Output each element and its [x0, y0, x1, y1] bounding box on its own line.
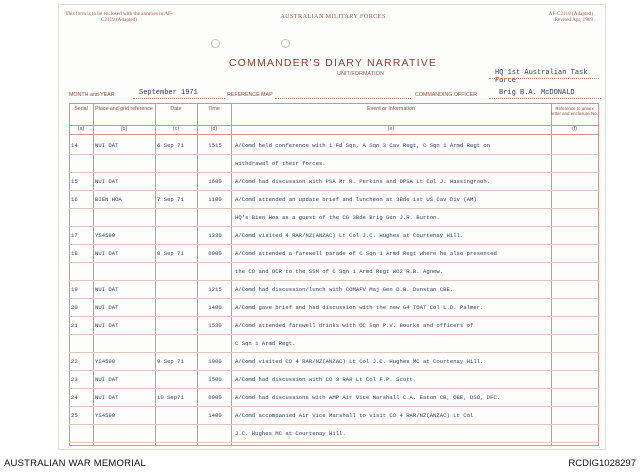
place-cell: NUI DAT — [95, 142, 119, 149]
table-row — [69, 209, 599, 227]
event-cell: withdrawal of their forces. — [235, 160, 326, 167]
serial-cell — [71, 263, 91, 281]
table-row — [69, 281, 599, 299]
serial-cell — [71, 155, 91, 173]
serial-cell: 25 — [71, 412, 78, 419]
month-label: MONTH and YEAR — [69, 92, 115, 98]
unit-value: HQ 1st Australian Task Force — [495, 69, 588, 85]
form-revision: Revised Apr, 1969 — [554, 17, 593, 24]
date-cell: 6 Sep 71 — [157, 142, 184, 149]
page-title: COMMANDER'S DIARY NARRATIVE — [228, 57, 438, 69]
date-cell: 7 Sep 71 — [157, 196, 184, 203]
table-row — [69, 245, 599, 263]
event-cell: C Sqn 1 Armd Regt. — [235, 340, 296, 347]
time-cell: 1215 — [208, 286, 222, 293]
time-cell: 0900 — [208, 394, 222, 401]
column-sub-f: (f) — [572, 126, 577, 132]
column-header-reference: Reference to annex letter and enclosure No. — [551, 106, 598, 116]
divider — [69, 442, 599, 443]
serial-cell — [71, 425, 91, 443]
punch-hole — [211, 39, 220, 48]
serial-cell: 16 — [71, 196, 78, 203]
divider — [489, 78, 599, 79]
table-row — [69, 173, 599, 191]
event-cell: A/Comd held conference with 1 Fd Sqn, A Sqn 3 Cav Regt, C Sqn 1 Armd Regt on — [235, 142, 491, 149]
punch-hole — [281, 39, 290, 48]
date-cell — [157, 407, 195, 425]
divider — [69, 445, 599, 446]
place-cell — [95, 335, 155, 353]
enclosure-note: This form is to be enclosed with the annexes in AF-C2119 (Adapted) — [65, 11, 173, 24]
table-row — [69, 263, 599, 281]
place-cell: NUI DAT — [95, 178, 119, 185]
time-cell: 1330 — [208, 232, 222, 239]
event-cell: the CO and OCR to the SSM of C Sqn 1 Armd Regt WO2 R.B. Agnew. — [235, 268, 444, 275]
officer-value: Brig B.A. McDONALD — [499, 89, 575, 97]
time-cell — [201, 425, 229, 443]
table-row — [69, 299, 599, 317]
time-cell — [201, 263, 229, 281]
table-row — [69, 335, 599, 353]
serial-cell: 20 — [71, 304, 78, 311]
event-cell: A/Comd accompanied Air Vice Marshall to visit CO 4 RAR/NZ(ANZAC) Lt Col — [235, 412, 474, 419]
event-cell: A/Comd had discussion with CO 3 RAR Lt Col F.P. Scott. — [235, 376, 417, 383]
serial-cell: 19 — [71, 286, 78, 293]
event-cell: A/Comd had discussion/lunch with COMAFV Maj Gen D.B. Dunstan CBE. — [235, 286, 454, 293]
event-cell: HQ's Bien Hoa as a guest of the CG 3Bde Brig Gen J.R. Burton. — [235, 214, 440, 221]
event-cell: A/Comd had discussion with PSA Mr R. Perkins and DPSA Lt Col J. Hassingrooh. — [235, 178, 491, 185]
date-cell — [157, 281, 195, 299]
place-cell: BIEN HOA — [95, 196, 122, 203]
date-cell — [157, 227, 195, 245]
time-cell — [201, 335, 229, 353]
time-cell: 1400 — [208, 304, 222, 311]
event-cell: A/Comd had discussions with AMP Air Vice Marshall C.A. Eaton CB, OBE, DSO, DFC. — [235, 394, 501, 401]
table-row — [69, 407, 599, 425]
date-cell — [157, 155, 195, 173]
form-number: AF-C2118 (Adapted) — [548, 11, 593, 17]
place-cell: NUI DAT — [95, 394, 119, 401]
event-cell: A/Comd gave brief and had discussion with the new G4 TOAT Col L.D. Palmer. — [235, 304, 484, 311]
serial-cell: 24 — [71, 394, 78, 401]
place-cell: NUI DAT — [95, 376, 119, 383]
event-cell: A/Comd attended a farewell parade of C Sqn 1 Armd Regt where he also presented — [235, 250, 497, 257]
event-cell: A/Comd attended farewell drinks with OC Sqn P.V. Bourke and officers of — [235, 322, 474, 329]
divider — [133, 98, 225, 99]
forces-heading: AUSTRALIAN MILITARY FORCES — [280, 13, 386, 20]
place-cell — [95, 209, 155, 227]
place-cell — [95, 155, 155, 173]
place-cell: NUI DAT — [95, 322, 119, 329]
table-row — [69, 353, 599, 371]
date-cell — [157, 425, 195, 443]
diary-table — [69, 103, 599, 446]
divider — [69, 134, 599, 135]
serial-cell — [71, 209, 91, 227]
time-cell: 0900 — [208, 250, 222, 257]
table-row — [69, 371, 599, 389]
table-row — [69, 389, 599, 407]
record-id: RCDIG1028297 — [568, 458, 636, 469]
table-row — [69, 137, 599, 155]
serial-cell: 18 — [71, 250, 78, 257]
date-cell — [157, 335, 195, 353]
date-cell: 8 Sep 71 — [157, 250, 184, 257]
serial-cell: 17 — [71, 232, 78, 239]
date-cell — [157, 371, 195, 389]
time-cell — [201, 155, 229, 173]
column-sub-b: (b) — [120, 126, 128, 132]
table-row — [69, 227, 599, 245]
event-cell: A/Comd visited 4 RAR/NZ(ANZAC) Lt Col J.C. Hughes at Courtenay Hill. — [235, 232, 464, 239]
place-cell — [95, 425, 155, 443]
time-cell: 1600 — [208, 178, 222, 185]
event-cell: A/Comd attended an update brief and luncheon at 3Bde 1st US Cav Div (AM) — [235, 196, 477, 203]
place-cell — [95, 263, 155, 281]
date-cell — [157, 263, 195, 281]
place-cell: NUI DAT — [95, 304, 119, 311]
column-sub-d: (d) — [210, 126, 218, 132]
table-row — [69, 191, 599, 209]
column-header-serial: Serial — [74, 106, 88, 112]
month-value: September 1971 — [139, 89, 198, 97]
column-sub-a: (a) — [77, 126, 85, 132]
place-cell: NUI DAT — [95, 250, 119, 257]
column-sub-e: (e) — [387, 126, 395, 132]
time-cell — [201, 209, 229, 227]
serial-cell: 21 — [71, 322, 78, 329]
place-cell: YS4590 — [95, 358, 116, 365]
event-cell: A/Comd visited CO 4 RAR/NZ(ANZAC) Lt Col J.C. Hughes MC at Courtenay Hill. — [235, 358, 484, 365]
officer-label: COMMANDING OFFICER — [415, 92, 478, 98]
date-cell — [157, 209, 195, 227]
date-cell — [157, 299, 195, 317]
time-cell: 1515 — [208, 142, 222, 149]
table-row — [69, 317, 599, 335]
divider — [275, 98, 411, 99]
column-header-event: Event or Information — [367, 106, 415, 112]
serial-cell: 14 — [71, 142, 78, 149]
serial-cell: 23 — [71, 376, 78, 383]
table-row — [69, 155, 599, 173]
column-header-time: Time — [208, 106, 220, 112]
place-cell: NUI DAT — [95, 286, 119, 293]
reference-map-label: REFERENCE MAP — [227, 92, 273, 98]
serial-cell: 22 — [71, 358, 78, 365]
time-cell: 1000 — [208, 358, 222, 365]
place-cell: YS4590 — [95, 232, 116, 239]
date-cell — [157, 173, 195, 191]
place-cell: YS4590 — [95, 412, 116, 419]
time-cell: 1530 — [208, 322, 222, 329]
column-header-date: Date — [170, 106, 182, 112]
time-cell: 1100 — [208, 196, 222, 203]
time-cell: 1500 — [208, 376, 222, 383]
serial-cell: 15 — [71, 178, 78, 185]
event-cell: J.C. Hughes MC at Courtenay Hill. — [235, 430, 346, 437]
diary-sheet — [58, 4, 606, 450]
serial-cell — [71, 335, 91, 353]
archive-credit: AUSTRALIAN WAR MEMORIAL — [4, 458, 147, 469]
column-sub-c: (c) — [172, 126, 180, 132]
date-cell: 9 Sep 71 — [157, 358, 184, 365]
date-cell — [157, 317, 195, 335]
form-code — [523, 11, 593, 23]
date-cell: 10 Sep71 — [157, 394, 184, 401]
unit-label: UNIT/FORMATION — [337, 71, 384, 77]
column-header-place: Place and grid reference — [95, 106, 153, 112]
table-row — [69, 425, 599, 443]
time-cell: 1400 — [208, 412, 222, 419]
divider — [489, 98, 601, 99]
